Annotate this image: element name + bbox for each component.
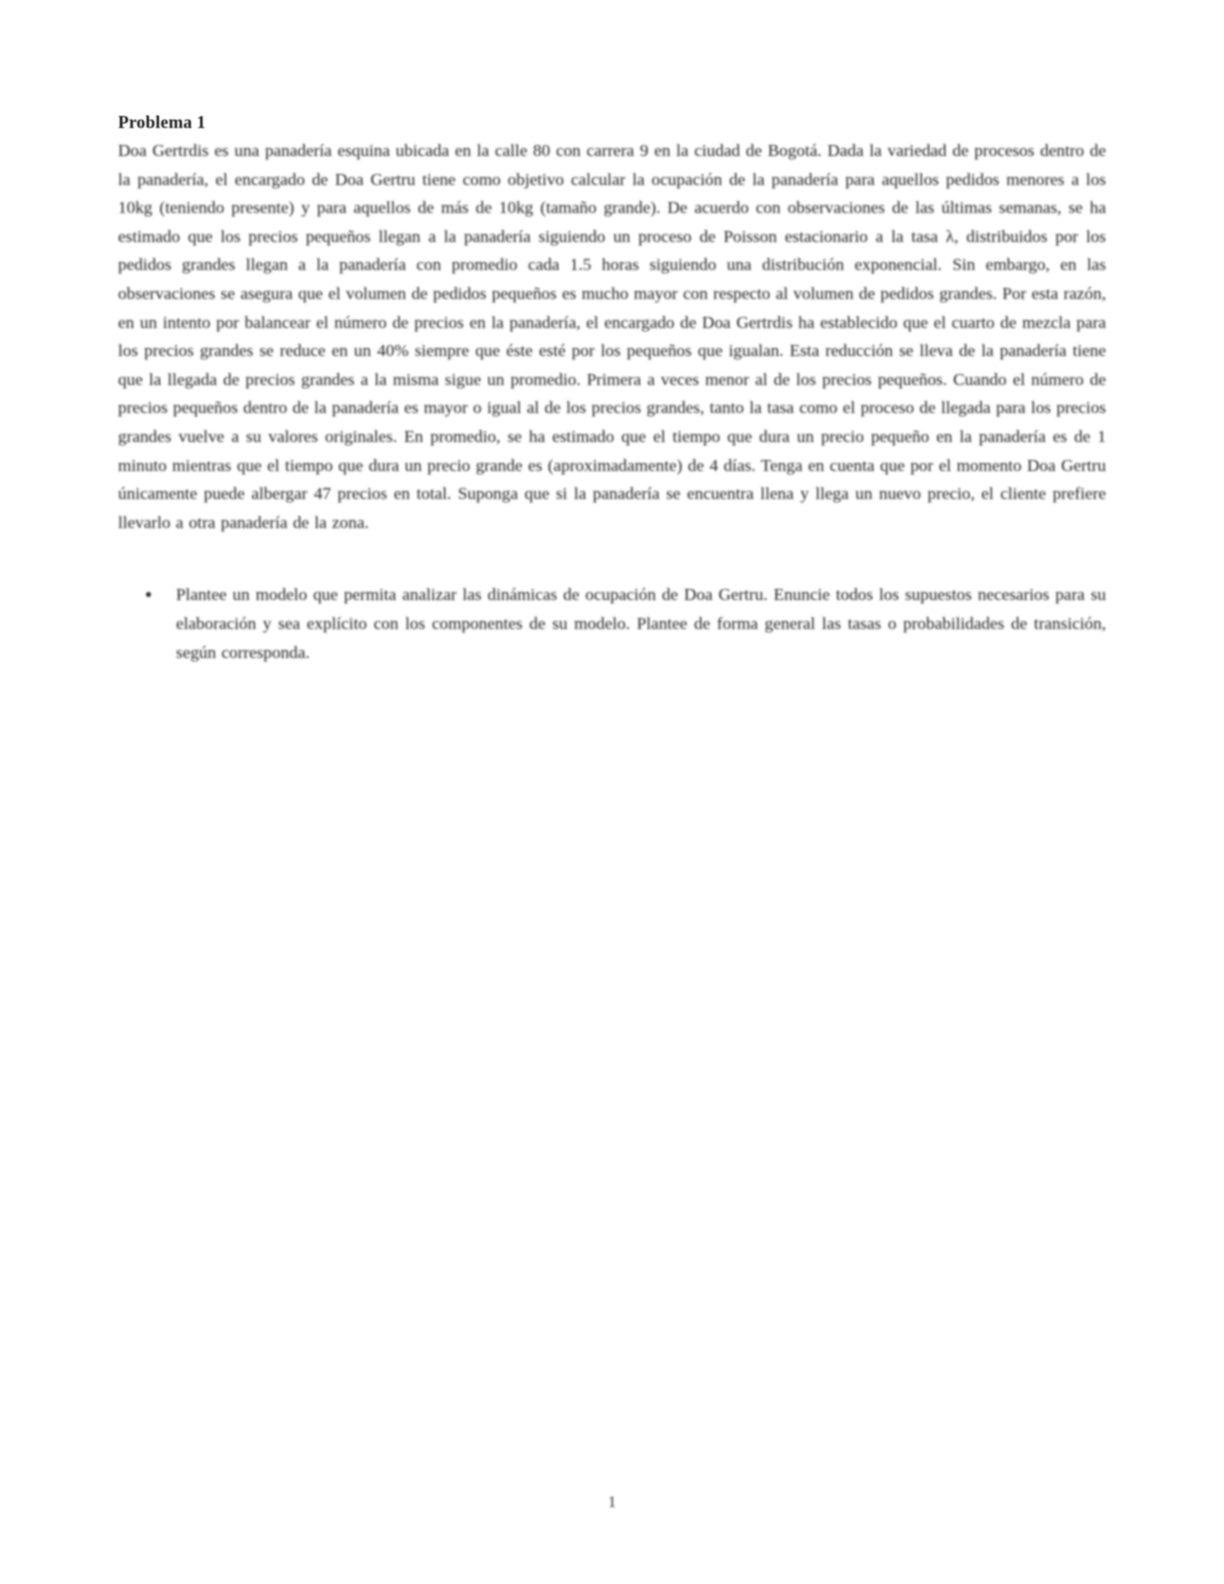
task-list — [118, 581, 1106, 667]
problem-statement-paragraph: Doa Gertrdis es una panadería esquina ubicada en la calle 80 con carrera 9 en la ciudad de Bogotá. Dada la variedad de procesos dentro de la panadería, el encargado de Doa Gertru tiene como objetivo calcular la ocupación de la panadería para aquellos pedidos menores a los 10kg (teniendo presente) y para aquellos de más de 10kg (tamaño grande). De acuerdo con observaciones de las últimas semanas, se ha estimado que los precios pequeños llegan a la panadería siguiendo un proceso de Poisson estacionario a la tasa λ, distribuidos por los pedidos grandes llegan a la panadería con promedio cada 1.5 horas siguiendo una distribución exponencial. Sin embargo, en las observaciones se asegura que el volumen de pedidos pequeños es mucho mayor con respecto al volumen de pedidos grandes. Por esta razón, en un intento por balancear el número de precios en la panadería, el encargado de Doa Gertrdis ha establecido que el cuarto de mezcla para los precios grandes se reduce en un 40% siempre que éste esté por los pequeños que igualan. Esta reducción se lleva de la panadería tiene que la llegada de precios grandes a la misma sigue un promedio. Primera a veces menor al de los precios pequeños. Cuando el número de precios pequeños dentro de la panadería es mayor o igual al de los precios grandes, tanto la tasa como el proceso de llegada para los precios grandes vuelve a su valores originales. En promedio, se ha estimado que el tiempo que dura un precio pequeño en la panadería es de 1 minuto mientras que el tiempo que dura un precio grande es (aproximadamente) de 4 días. Tenga en cuenta que por el momento Doa Gertru únicamente puede albergar 47 precios en total. Suponga que si la panadería se encuentra llena y llega un nuevo precio, el cliente prefiere llevarlo a otra panadería de la zona. — [118, 141, 1106, 532]
list-item — [118, 581, 1106, 667]
list-item-text: Plantee un modelo que permita analizar las dinámicas de ocupación de Doa Gertru. Enuncie todos los supuestos necesarios para su elaboración y sea explícito con los componentes de su modelo. Plantee de forma general las tasas o probabilidades de transición, según corresponda. — [176, 585, 1106, 662]
document-body — [118, 112, 1106, 667]
page-title: Problema 1 — [118, 112, 206, 132]
page-number: 1 — [608, 1494, 616, 1511]
bullet-dot-icon — [146, 592, 151, 597]
